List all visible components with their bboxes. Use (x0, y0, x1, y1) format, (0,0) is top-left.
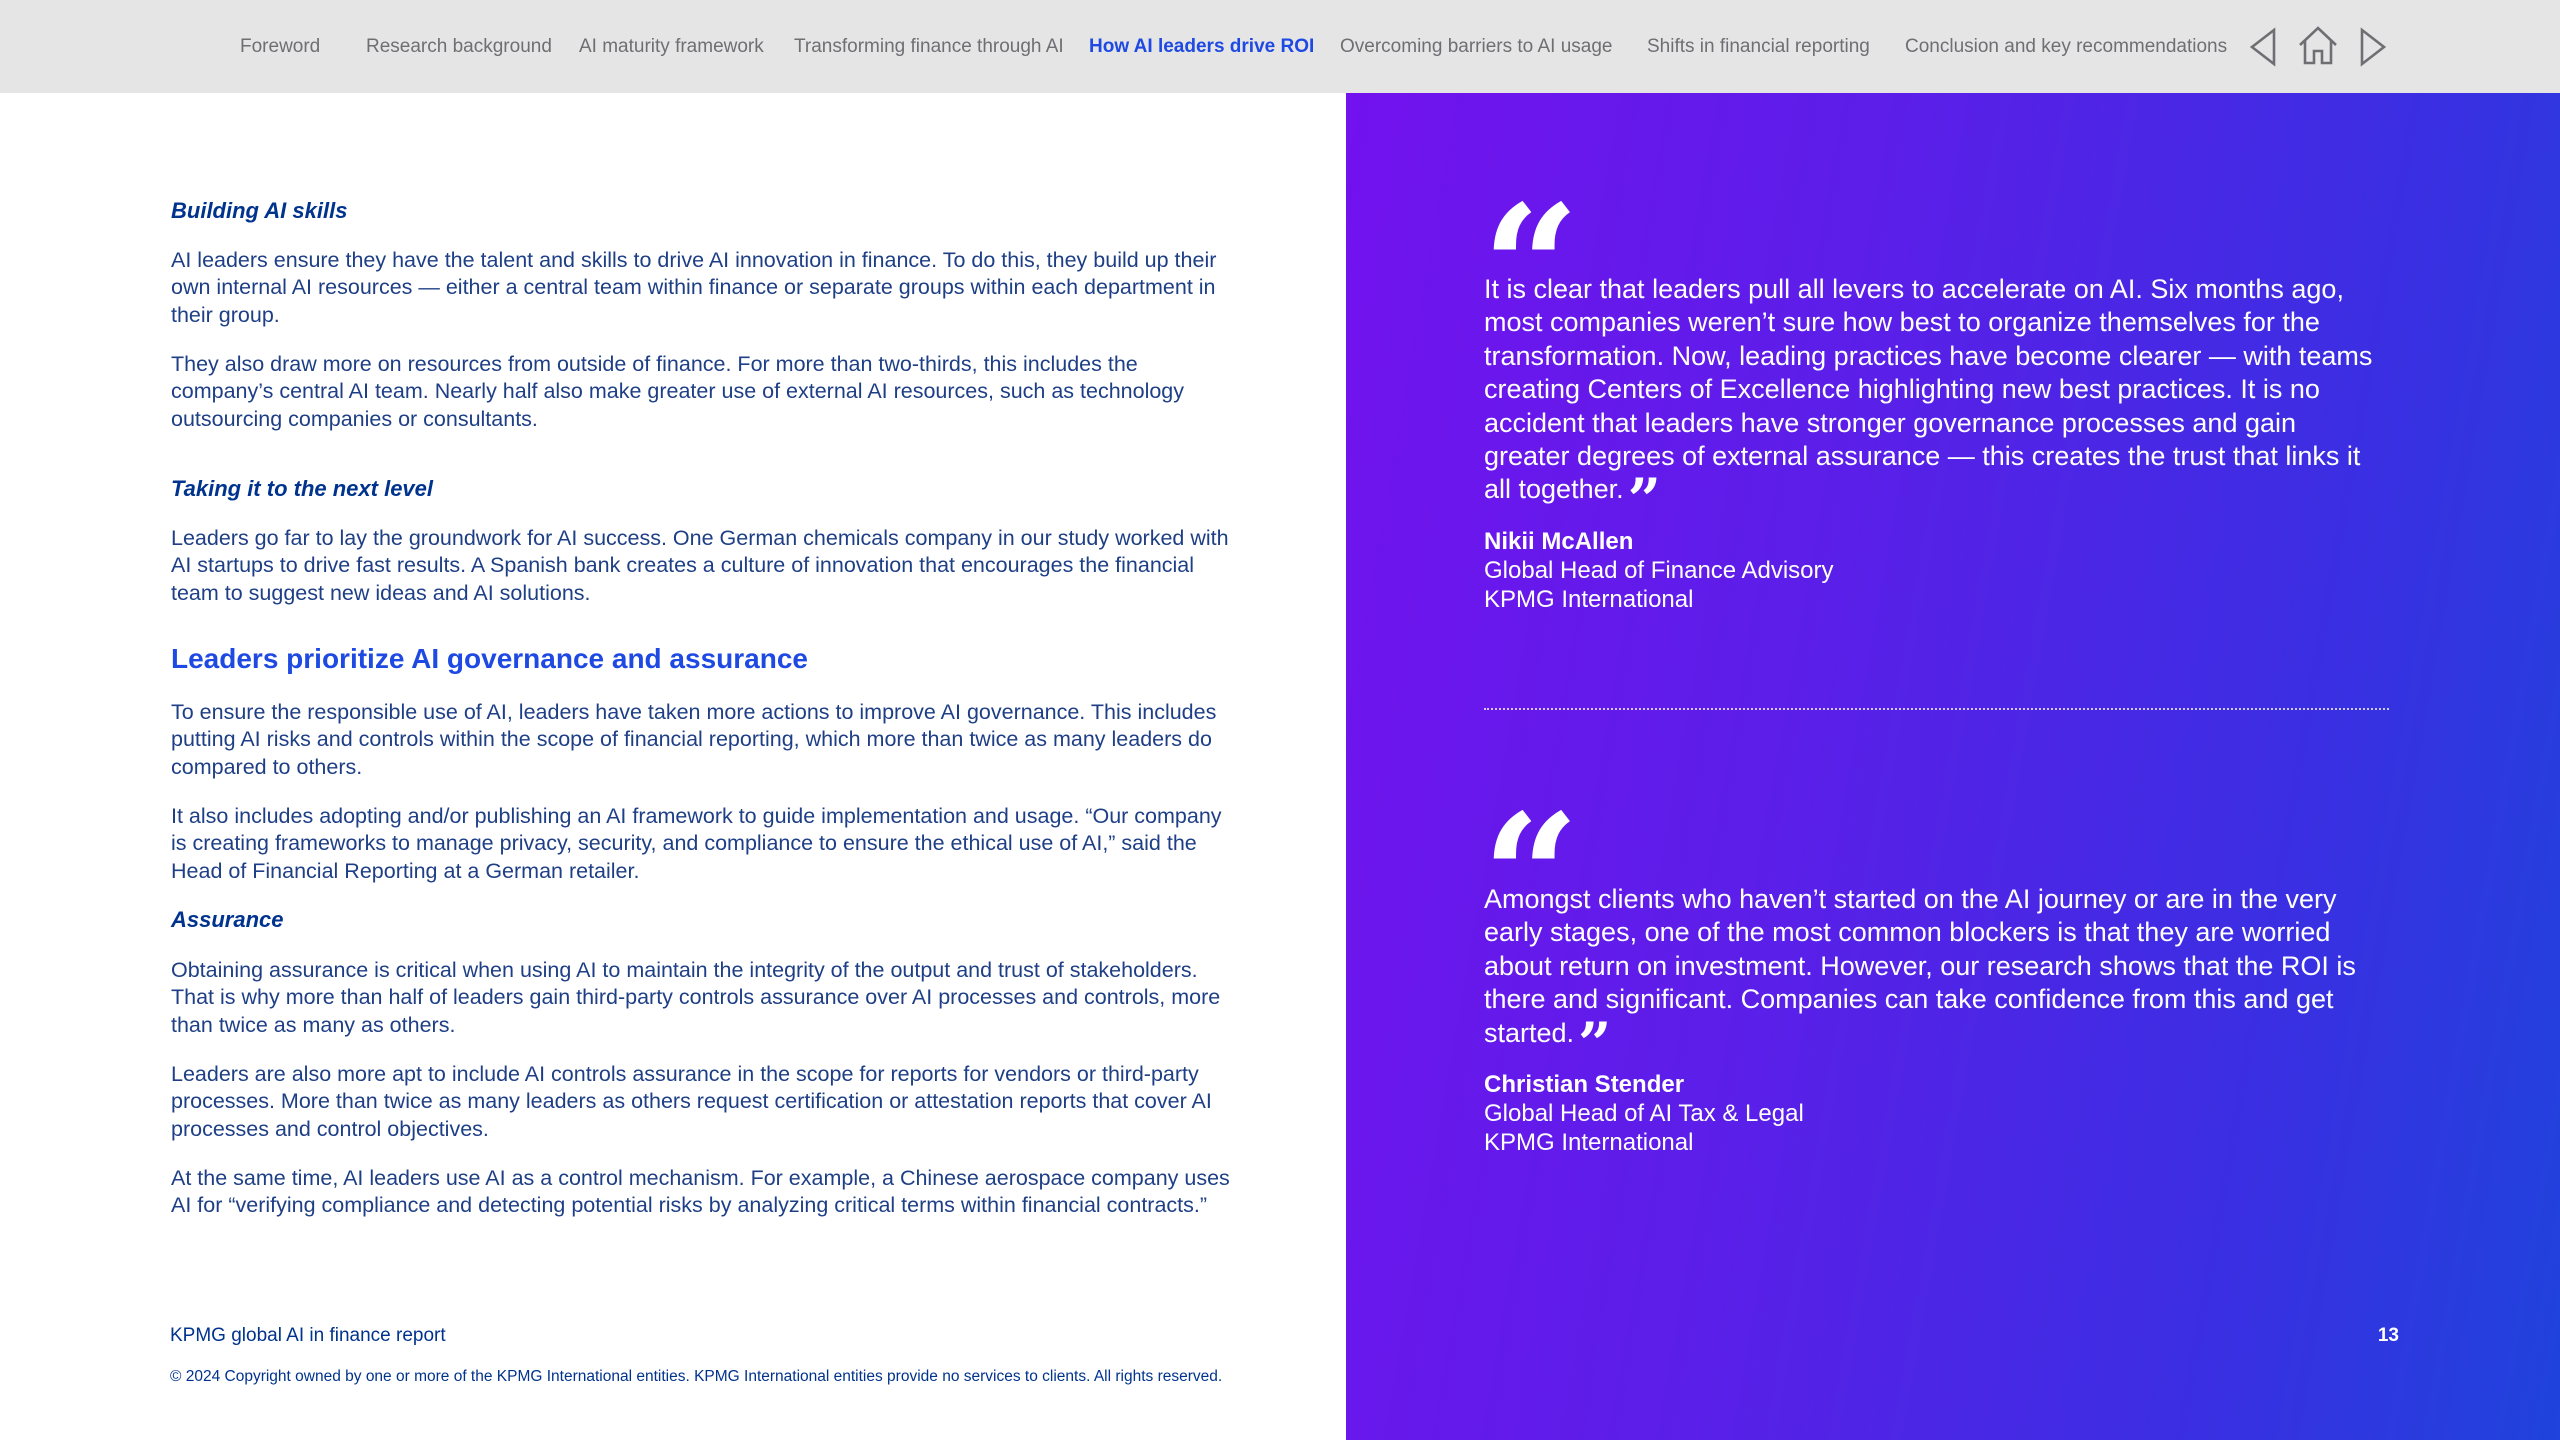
building-paragraph-2: They also draw more on resources from outside of finance. For more than two-thirds, this includes the company’s central AI team. Nearly half also make greater use of external AI resources, such as technology outsourcing companies or consultants. (171, 352, 1185, 431)
quote-1-author-org: KPMG International (1484, 586, 1694, 613)
tab-transforming-finance[interactable]: Transforming finance through AI (794, 36, 1064, 57)
quote-1-author-name: Nikii McAllen (1484, 528, 1634, 555)
next-level-paragraph: Leaders go far to lay the groundwork for AI success. One German chemicals company in our study worked with AI startups to drive fast results. A Spanish bank creates a culture of innovation that encourages the financial team to suggest new ideas and AI solutions. (171, 526, 1229, 605)
close-quote-icon: ” (1578, 1009, 1612, 1078)
quote-2-attribution (1484, 1070, 1804, 1157)
assurance-heading: Assurance (171, 907, 284, 932)
quote-1-attribution (1484, 527, 1834, 614)
back-button[interactable] (2248, 27, 2278, 67)
open-quote-icon: “ (1482, 777, 1580, 977)
quote-1-text: It is clear that leaders pull all levers to accelerate on AI. Six months ago, most companies weren’t sure how best to organize themselves for the transformation. Now, leading practices have become clearer — with teams creating Centers of Excellence highlighting new best practices. It is no accident that leaders have stronger governance processes and gain greater degrees of external assurance — this creates the trust that links it all together. (1484, 274, 2373, 505)
quote-1-author-title: Global Head of Finance Advisory (1484, 557, 1834, 584)
building-ai-skills-heading: Building AI skills (171, 198, 348, 223)
building-paragraph-1: AI leaders ensure they have the talent and skills to drive AI innovation in finance. To do this, they build up their own internal AI resources — either a central team within finance or separate groups within each department in their group. (171, 248, 1217, 327)
tab-shifts-financial-reporting[interactable]: Shifts in financial reporting (1647, 36, 1870, 57)
open-quote-icon: “ (1482, 168, 1580, 368)
copyright-notice: © 2024 Copyright owned by one or more of the KPMG International entities. KPMG International entities provide no services to clients. All rights reserved. (170, 1368, 1223, 1385)
back-arrow-icon (2248, 27, 2278, 67)
tab-overcoming-barriers[interactable]: Overcoming barriers to AI usage (1340, 36, 1613, 57)
tab-how-ai-leaders-drive-roi[interactable]: How AI leaders drive ROI (1089, 36, 1315, 57)
report-title: KPMG global AI in finance report (170, 1325, 446, 1346)
quote-divider (1484, 708, 2389, 710)
quote-2-author-title: Global Head of AI Tax & Legal (1484, 1100, 1804, 1127)
governance-heading: Leaders prioritize AI governance and assurance (171, 643, 808, 674)
quote-panel (1346, 93, 2560, 1440)
tab-ai-maturity-framework[interactable]: AI maturity framework (579, 36, 764, 57)
quote-2-author-org: KPMG International (1484, 1129, 1694, 1156)
next-level-heading: Taking it to the next level (171, 476, 434, 501)
quote-2-author-name: Christian Stender (1484, 1071, 1685, 1098)
quote-2-text: Amongst clients who haven’t started on the AI journey or are in the very early stages, one of the most common blockers is that they are worried about return on investment. However, our research shows that the ROI is there and significant. Companies can take confidence from this and get started. (1484, 884, 2356, 1048)
forward-arrow-icon (2358, 27, 2388, 67)
tab-research-background[interactable]: Research background (366, 36, 552, 57)
governance-paragraph-2: It also includes adopting and/or publishing an AI framework to guide implementation and usage. “Our company is creating frameworks to manage privacy, security, and compliance to ensure the ethical use of AI,” said the Head of Financial Reporting at a German retailer. (171, 804, 1222, 883)
assurance-paragraph-2: Leaders are also more apt to include AI controls assurance in the scope for reports for vendors or third-party processes. More than twice as many leaders as others request certification or attestation reports that cover AI processes and control objectives. (171, 1062, 1212, 1141)
home-icon (2297, 24, 2339, 66)
quote-2 (1484, 883, 2384, 1078)
quote-1 (1484, 273, 2384, 535)
home-button[interactable] (2297, 24, 2339, 66)
assurance-paragraph-1: Obtaining assurance is critical when using AI to maintain the integrity of the output and trust of stakeholders. That is why more than half of leaders gain third-party controls assurance over AI processes and controls, more than twice as many as others. (171, 958, 1221, 1037)
assurance-paragraph-3: At the same time, AI leaders use AI as a control mechanism. For example, a Chinese aerospace company uses AI for “verifying compliance and detecting potential risks by analyzing critical terms within financial contracts.” (171, 1166, 1230, 1218)
tab-foreword[interactable]: Foreword (240, 36, 321, 57)
top-navigation (0, 0, 2560, 93)
governance-paragraph-1: To ensure the responsible use of AI, leaders have taken more actions to improve AI governance. This includes putting AI risks and controls within the scope of financial reporting, which more than twice as many leaders do compared to others. (171, 700, 1217, 779)
close-quote-icon: ” (1627, 466, 1661, 535)
tab-conclusion-recommendations[interactable]: Conclusion and key recommendations (1905, 36, 2228, 57)
page-number: 13 (2377, 1325, 2399, 1346)
forward-button[interactable] (2358, 27, 2388, 67)
